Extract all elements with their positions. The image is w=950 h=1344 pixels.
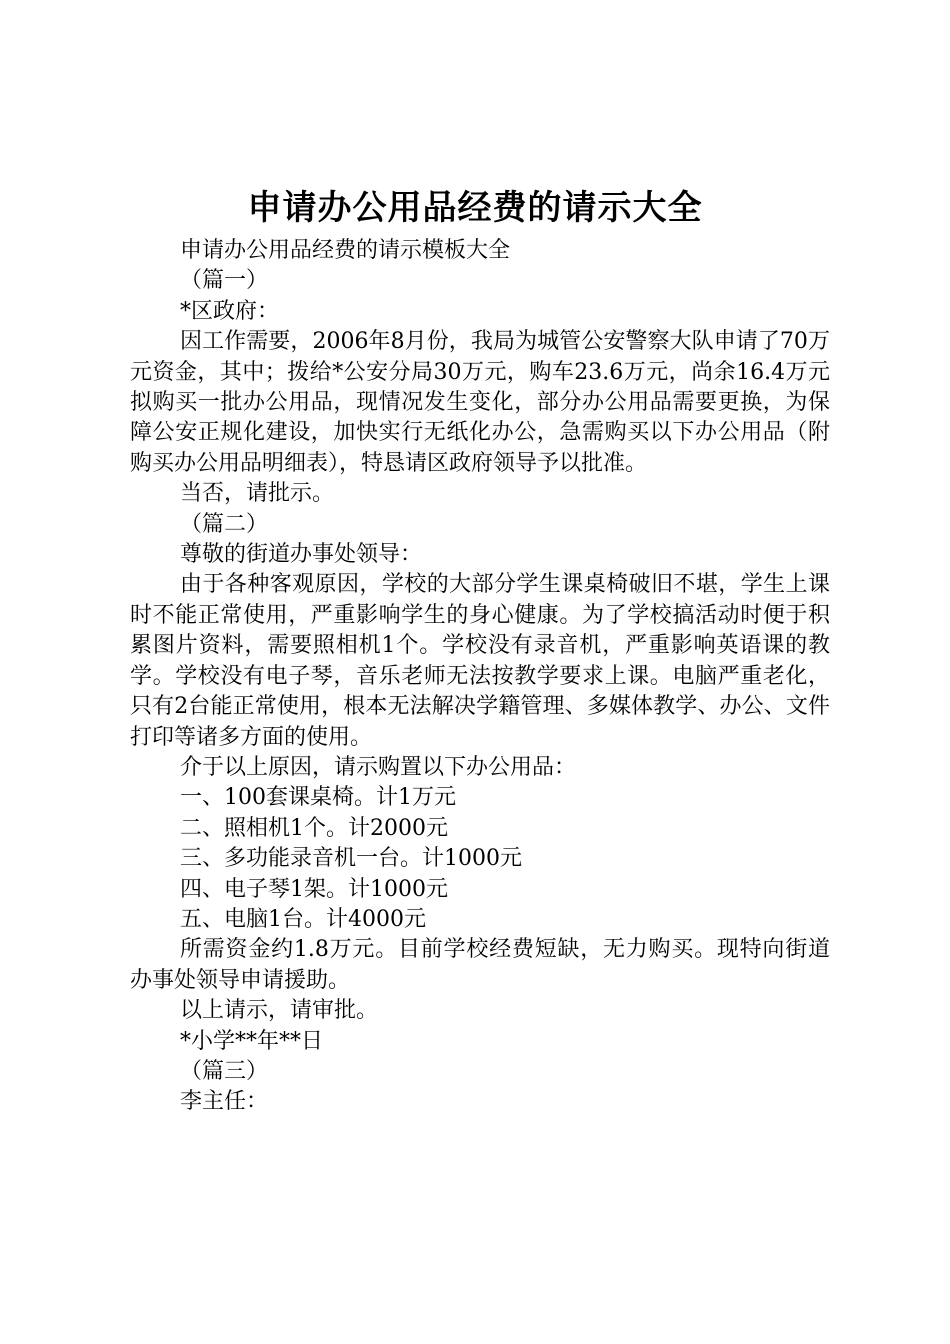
- list-item: 五、电脑1台。计4000元: [180, 906, 426, 932]
- body-paragraph: 所需资金约1.8万元。目前学校经费短缺，无力购买。现特向街道办事处领导申请援助。: [130, 937, 830, 993]
- closing-paragraph: 当否，请批示。: [180, 481, 335, 507]
- signature-paragraph: *小学**年**日: [180, 1028, 324, 1054]
- salutation-paragraph: 李主任：: [180, 1089, 269, 1115]
- subtitle-paragraph: 申请办公用品经费的请示模板大全: [180, 238, 511, 263]
- list-item: 三、多功能录音机一台。计1000元: [180, 846, 522, 872]
- body-paragraph: 由于各种客观原因，学校的大部分学生课桌椅破旧不堪，学生上课时不能正常使用，严重影响学生的身心健康。为了学校搞活动时便于积累图片资料，需要照相机1个。学校没有录音机，严重影响英语课的教学。学校没有电子琴，音乐老师无法按教学要求上课。电脑严重老化，只有2台能正常使用，根本无法解决学籍管理、多媒体教学、办公、文件打印等诸多方面的使用。: [130, 572, 830, 750]
- list-item: 一、100套课桌椅。计1万元: [180, 785, 456, 811]
- section-heading-3: （篇三）: [180, 1058, 269, 1084]
- document-title: 申请办公用品经费的请示大全: [247, 188, 703, 228]
- section-heading-2: （篇二）: [180, 511, 269, 537]
- body-paragraph: 介于以上原因，请示购置以下办公用品：: [180, 754, 577, 780]
- list-item: 二、照相机1个。计2000元: [180, 815, 448, 841]
- salutation-paragraph: 尊敬的街道办事处领导：: [180, 542, 423, 568]
- section-heading-1: （篇一）: [180, 268, 269, 294]
- document-body: [130, 236, 830, 1118]
- closing-paragraph: 以上请示，请审批。: [180, 998, 379, 1024]
- salutation-paragraph: *区政府：: [180, 298, 280, 324]
- body-paragraph: 因工作需要，2006年8月份，我局为城管公安警察大队申请了70万元资金，其中；拨给*公安分局30万元，购车23.6万元，尚余16.4万元拟购买一批办公用品，现情况发生变化，部分办公用品需要更换，为保障公安正规化建设，加快实行无纸化办公，急需购买以下办公用品（附购买办公用品明细表），特恳请区政府领导予以批准。: [130, 329, 830, 476]
- list-item: 四、电子琴1架。计1000元: [180, 876, 448, 902]
